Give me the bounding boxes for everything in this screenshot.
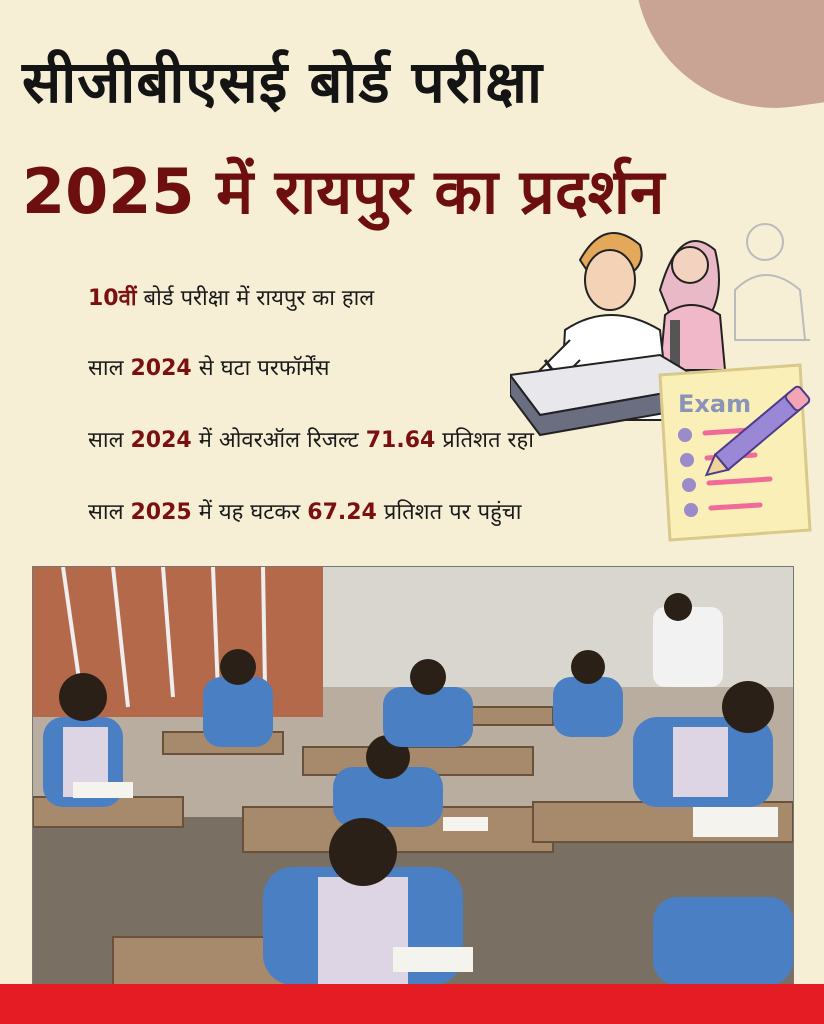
bottom-red-bar bbox=[0, 984, 824, 1024]
point-4 bbox=[88, 496, 521, 526]
point-3-post: प्रतिशत रहा bbox=[435, 428, 534, 453]
point-4-post: प्रतिशत पर पहुंचा bbox=[376, 500, 522, 525]
point-2-year: 2024 bbox=[130, 356, 192, 381]
point-3-year: 2024 bbox=[130, 428, 192, 453]
students-exam-illustration bbox=[510, 220, 820, 550]
point-3 bbox=[88, 424, 534, 454]
point-1-highlight: 10वीं bbox=[88, 286, 137, 311]
headline-line-1: सीजीबीएसई बोर्ड परीक्षा bbox=[22, 48, 544, 116]
point-2-post: से घटा परफॉर्मेंस bbox=[191, 356, 330, 381]
point-2-pre: साल bbox=[88, 356, 131, 381]
point-2 bbox=[88, 352, 330, 382]
exam-sheet-label: Exam bbox=[678, 390, 752, 418]
point-4-year: 2025 bbox=[130, 500, 192, 525]
point-4-mid: में यह घटकर bbox=[191, 500, 308, 525]
point-3-mid: में ओवरऑल रिजल्ट bbox=[191, 428, 366, 453]
point-3-pre: साल bbox=[88, 428, 131, 453]
point-1-text: बोर्ड परीक्षा में रायपुर का हाल bbox=[136, 286, 375, 311]
point-3-value: 71.64 bbox=[365, 428, 436, 453]
faded-student-figure bbox=[735, 224, 810, 340]
headline-line-2: 2025 में रायपुर का प्रदर्शन bbox=[22, 155, 665, 228]
point-1 bbox=[88, 282, 374, 312]
classroom-exam-photo bbox=[32, 566, 794, 986]
point-4-pre: साल bbox=[88, 500, 131, 525]
point-4-value: 67.24 bbox=[307, 500, 377, 525]
